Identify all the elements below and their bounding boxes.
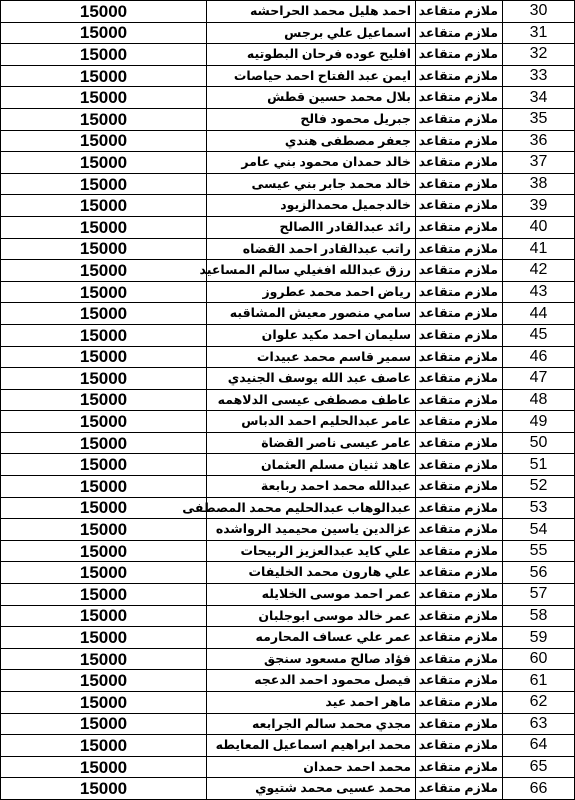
serial-number-cell: 35 <box>503 108 575 130</box>
serial-number-cell: 38 <box>503 173 575 195</box>
amount-cell: 15000 <box>1 497 207 519</box>
table-row <box>1 605 575 627</box>
serial-number-cell: 62 <box>503 692 575 714</box>
name-cell: اسماعيل علي برجس <box>207 22 416 44</box>
table-row <box>1 756 575 778</box>
amount-cell: 15000 <box>1 260 207 282</box>
serial-number-cell: 63 <box>503 713 575 735</box>
name-cell: افليح عوده فرحان البطوتيه <box>207 44 416 66</box>
amount-cell: 15000 <box>1 1 207 23</box>
amount-cell: 15000 <box>1 605 207 627</box>
name-cell: رياض احمد محمد عطروز <box>207 281 416 303</box>
serial-number-cell: 64 <box>503 735 575 757</box>
serial-number-cell: 30 <box>503 1 575 23</box>
amount-cell: 15000 <box>1 778 207 800</box>
serial-number-cell: 49 <box>503 411 575 433</box>
name-cell: خالدجميل محمدالزيود <box>207 195 416 217</box>
serial-number-cell: 33 <box>503 65 575 87</box>
amount-cell: 15000 <box>1 670 207 692</box>
table-row <box>1 281 575 303</box>
name-cell: راتب عبدالقادر احمد القضاه <box>207 238 416 260</box>
serial-number-cell: 66 <box>503 778 575 800</box>
name-cell: محمد ابراهيم اسماعيل المعايطه <box>207 735 416 757</box>
rank-cell: ملازم متقاعد <box>416 281 503 303</box>
serial-number-cell: 48 <box>503 389 575 411</box>
name-cell: بلال محمد حسين قطش <box>207 87 416 109</box>
rank-cell: ملازم متقاعد <box>416 476 503 498</box>
rank-cell: ملازم متقاعد <box>416 778 503 800</box>
rank-cell: ملازم متقاعد <box>416 346 503 368</box>
amount-cell: 15000 <box>1 173 207 195</box>
name-cell: عمر خالد موسى ابوجلبان <box>207 605 416 627</box>
table-row <box>1 195 575 217</box>
rank-cell: ملازم متقاعد <box>416 648 503 670</box>
table-row <box>1 22 575 44</box>
table-row <box>1 260 575 282</box>
amount-cell: 15000 <box>1 346 207 368</box>
rank-cell: ملازم متقاعد <box>416 519 503 541</box>
amount-cell: 15000 <box>1 22 207 44</box>
table-row <box>1 216 575 238</box>
name-cell: عمر احمد موسى الخلايله <box>207 584 416 606</box>
name-cell: سامي منصور معيش المشاقبه <box>207 303 416 325</box>
rank-cell: ملازم متقاعد <box>416 238 503 260</box>
table-row <box>1 108 575 130</box>
serial-number-cell: 40 <box>503 216 575 238</box>
amount-cell: 15000 <box>1 713 207 735</box>
name-cell: عبدالله محمد احمد ربابعة <box>207 476 416 498</box>
table-row <box>1 368 575 390</box>
table-row <box>1 670 575 692</box>
amount-cell: 15000 <box>1 692 207 714</box>
amount-cell: 15000 <box>1 216 207 238</box>
table-row <box>1 1 575 23</box>
rank-cell: ملازم متقاعد <box>416 216 503 238</box>
rank-cell: ملازم متقاعد <box>416 670 503 692</box>
name-cell: فؤاد صالح مسعود سنجق <box>207 648 416 670</box>
amount-cell: 15000 <box>1 65 207 87</box>
serial-number-cell: 47 <box>503 368 575 390</box>
amount-cell: 15000 <box>1 238 207 260</box>
serial-number-cell: 46 <box>503 346 575 368</box>
rank-cell: ملازم متقاعد <box>416 44 503 66</box>
table-row <box>1 346 575 368</box>
amount-cell: 15000 <box>1 87 207 109</box>
rank-cell: ملازم متقاعد <box>416 260 503 282</box>
table-row <box>1 627 575 649</box>
name-cell: احمد هليل محمد الحراحشه <box>207 1 416 23</box>
table-row <box>1 173 575 195</box>
amount-cell: 15000 <box>1 281 207 303</box>
table-row <box>1 735 575 757</box>
personnel-table-body <box>1 1 575 800</box>
rank-cell: ملازم متقاعد <box>416 562 503 584</box>
name-cell: خالد محمد جابر بني عيسى <box>207 173 416 195</box>
amount-cell: 15000 <box>1 562 207 584</box>
amount-cell: 15000 <box>1 303 207 325</box>
name-cell: علي كايد عبدالعزيز الربيحات <box>207 540 416 562</box>
name-cell: محمد احمد حمدان <box>207 756 416 778</box>
serial-number-cell: 51 <box>503 454 575 476</box>
serial-number-cell: 41 <box>503 238 575 260</box>
rank-cell: ملازم متقاعد <box>416 65 503 87</box>
rank-cell: ملازم متقاعد <box>416 130 503 152</box>
rank-cell: ملازم متقاعد <box>416 713 503 735</box>
serial-number-cell: 52 <box>503 476 575 498</box>
rank-cell: ملازم متقاعد <box>416 605 503 627</box>
name-cell: عاهد ثنيان مسلم العثمان <box>207 454 416 476</box>
rank-cell: ملازم متقاعد <box>416 324 503 346</box>
amount-cell: 15000 <box>1 584 207 606</box>
serial-number-cell: 32 <box>503 44 575 66</box>
rank-cell: ملازم متقاعد <box>416 540 503 562</box>
rank-cell: ملازم متقاعد <box>416 735 503 757</box>
table-row <box>1 130 575 152</box>
table-row <box>1 432 575 454</box>
table-row <box>1 713 575 735</box>
rank-cell: ملازم متقاعد <box>416 411 503 433</box>
table-row <box>1 519 575 541</box>
amount-cell: 15000 <box>1 627 207 649</box>
name-cell: رزق عبدالله افغيلي سالم المساعيد <box>207 260 416 282</box>
table-row <box>1 238 575 260</box>
serial-number-cell: 53 <box>503 497 575 519</box>
table-row <box>1 411 575 433</box>
rank-cell: ملازم متقاعد <box>416 195 503 217</box>
table-row <box>1 44 575 66</box>
table-row <box>1 454 575 476</box>
serial-number-cell: 45 <box>503 324 575 346</box>
amount-cell: 15000 <box>1 130 207 152</box>
table-row <box>1 65 575 87</box>
name-cell: محمد عسيى محمد شتيوي <box>207 778 416 800</box>
rank-cell: ملازم متقاعد <box>416 173 503 195</box>
table-row <box>1 324 575 346</box>
table-row <box>1 540 575 562</box>
serial-number-cell: 43 <box>503 281 575 303</box>
amount-cell: 15000 <box>1 195 207 217</box>
amount-cell: 15000 <box>1 432 207 454</box>
amount-cell: 15000 <box>1 411 207 433</box>
rank-cell: ملازم متقاعد <box>416 1 503 23</box>
amount-cell: 15000 <box>1 648 207 670</box>
serial-number-cell: 34 <box>503 87 575 109</box>
name-cell: رائد عبدالقادر االصالح <box>207 216 416 238</box>
serial-number-cell: 55 <box>503 540 575 562</box>
table-row <box>1 584 575 606</box>
serial-number-cell: 37 <box>503 152 575 174</box>
rank-cell: ملازم متقاعد <box>416 627 503 649</box>
serial-number-cell: 39 <box>503 195 575 217</box>
serial-number-cell: 50 <box>503 432 575 454</box>
table-row <box>1 562 575 584</box>
rank-cell: ملازم متقاعد <box>416 389 503 411</box>
name-cell: جبريل محمود فالح <box>207 108 416 130</box>
table-row <box>1 692 575 714</box>
serial-number-cell: 65 <box>503 756 575 778</box>
table-row <box>1 476 575 498</box>
rank-cell: ملازم متقاعد <box>416 22 503 44</box>
rank-cell: ملازم متقاعد <box>416 368 503 390</box>
serial-number-cell: 57 <box>503 584 575 606</box>
amount-cell: 15000 <box>1 519 207 541</box>
name-cell: عاطف مصطفى عيسى الدلاهمه <box>207 389 416 411</box>
amount-cell: 15000 <box>1 756 207 778</box>
rank-cell: ملازم متقاعد <box>416 692 503 714</box>
name-cell: سمير قاسم محمد عبيدات <box>207 346 416 368</box>
amount-cell: 15000 <box>1 44 207 66</box>
rank-cell: ملازم متقاعد <box>416 87 503 109</box>
serial-number-cell: 36 <box>503 130 575 152</box>
amount-cell: 15000 <box>1 540 207 562</box>
name-cell: جعفر مصطفى هندي <box>207 130 416 152</box>
name-cell: عبدالوهاب عبدالحليم محمد المصطفى <box>207 497 416 519</box>
amount-cell: 15000 <box>1 108 207 130</box>
name-cell: عامر عبدالحليم احمد الدباس <box>207 411 416 433</box>
serial-number-cell: 60 <box>503 648 575 670</box>
table-row <box>1 648 575 670</box>
rank-cell: ملازم متقاعد <box>416 108 503 130</box>
name-cell: عاصف عبد الله يوسف الجنيدي <box>207 368 416 390</box>
name-cell: عمر علي عساف المحارمه <box>207 627 416 649</box>
name-cell: ماهر احمد عيد <box>207 692 416 714</box>
amount-cell: 15000 <box>1 152 207 174</box>
amount-cell: 15000 <box>1 476 207 498</box>
table-row <box>1 778 575 800</box>
serial-number-cell: 54 <box>503 519 575 541</box>
table-row <box>1 303 575 325</box>
name-cell: عزالدين ياسين محيميد الرواشده <box>207 519 416 541</box>
amount-cell: 15000 <box>1 324 207 346</box>
amount-cell: 15000 <box>1 735 207 757</box>
serial-number-cell: 59 <box>503 627 575 649</box>
name-cell: ايمن عبد الفتاح احمد حياصات <box>207 65 416 87</box>
rank-cell: ملازم متقاعد <box>416 497 503 519</box>
rank-cell: ملازم متقاعد <box>416 152 503 174</box>
table-row <box>1 152 575 174</box>
amount-cell: 15000 <box>1 454 207 476</box>
name-cell: سليمان احمد مكيد علوان <box>207 324 416 346</box>
serial-number-cell: 61 <box>503 670 575 692</box>
table-row <box>1 389 575 411</box>
serial-number-cell: 56 <box>503 562 575 584</box>
name-cell: فيصل محمود احمد الدعجه <box>207 670 416 692</box>
rank-cell: ملازم متقاعد <box>416 432 503 454</box>
serial-number-cell: 58 <box>503 605 575 627</box>
rank-cell: ملازم متقاعد <box>416 756 503 778</box>
name-cell: علي هارون محمد الخليفات <box>207 562 416 584</box>
amount-cell: 15000 <box>1 368 207 390</box>
name-cell: مجدي محمد سالم الجرابعه <box>207 713 416 735</box>
rank-cell: ملازم متقاعد <box>416 584 503 606</box>
rank-cell: ملازم متقاعد <box>416 303 503 325</box>
amount-cell: 15000 <box>1 389 207 411</box>
name-cell: عامر عيسى ناصر القضاة <box>207 432 416 454</box>
table-row <box>1 497 575 519</box>
table-row <box>1 87 575 109</box>
serial-number-cell: 31 <box>503 22 575 44</box>
serial-number-cell: 42 <box>503 260 575 282</box>
rank-cell: ملازم متقاعد <box>416 454 503 476</box>
serial-number-cell: 44 <box>503 303 575 325</box>
name-cell: خالد حمدان محمود بني عامر <box>207 152 416 174</box>
